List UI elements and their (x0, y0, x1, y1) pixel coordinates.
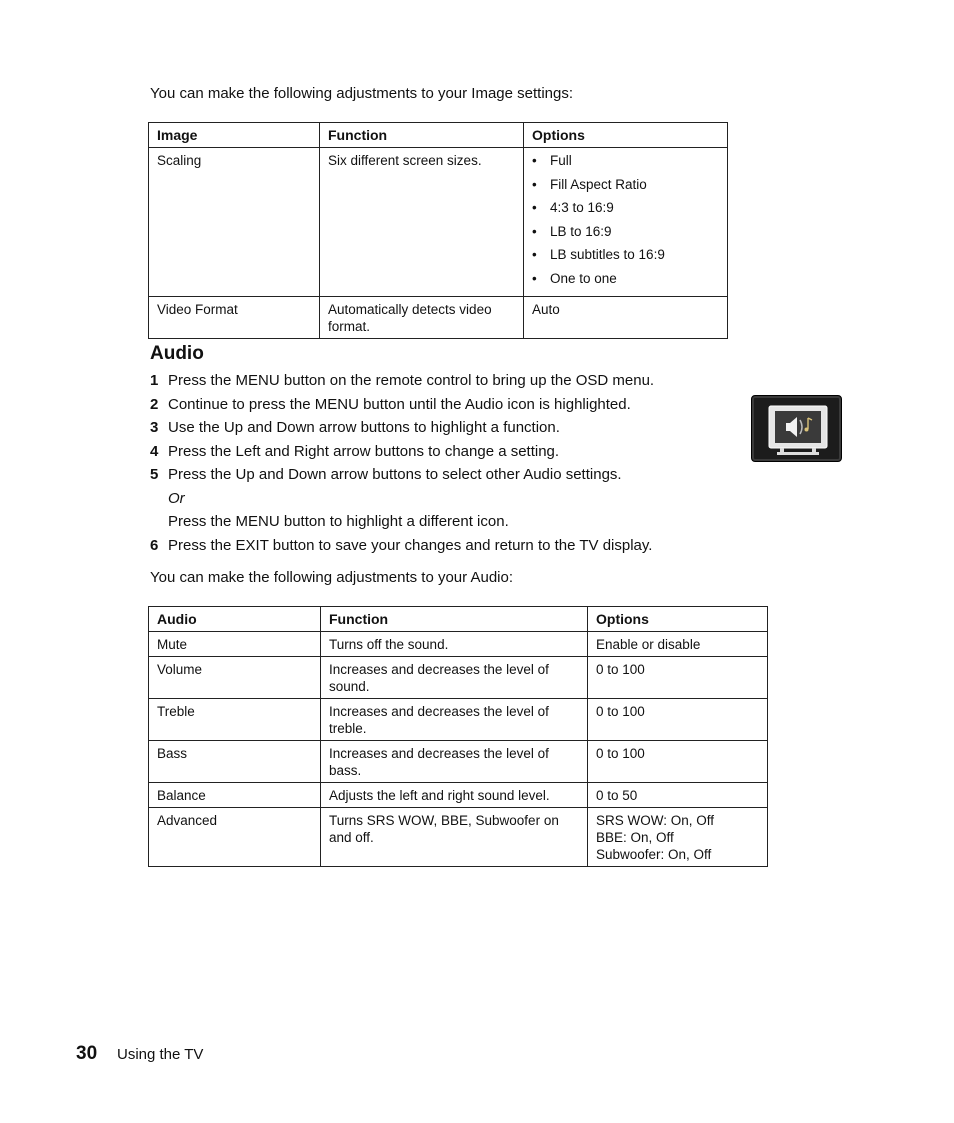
table-row (149, 741, 768, 783)
table-cell: Advanced (149, 808, 321, 867)
table-header: Options (524, 123, 728, 148)
list-item: • Fill Aspect Ratio (532, 176, 719, 200)
list-item: • One to one (532, 270, 719, 294)
table-row (149, 297, 728, 339)
table-row (149, 699, 768, 741)
table-cell: Six different screen sizes. (320, 148, 524, 297)
option-line: Subwoofer: On, Off (596, 847, 712, 862)
table-header: Image (149, 123, 320, 148)
table-cell: Volume (149, 657, 321, 699)
list-item: 3 Use the Up and Down arrow buttons to highlight a function. (150, 419, 560, 436)
table-cell: Increases and decreases the level of treble. (321, 699, 588, 741)
table-cell: 0 to 100 (588, 699, 768, 741)
audio-intro: You can make the following adjustments to your Audio: (150, 569, 514, 586)
image-intro: You can make the following adjustments to your Image settings: (150, 85, 574, 102)
audio-osd-icon (751, 395, 842, 462)
audio-steps (150, 371, 654, 559)
table-cell: 0 to 100 (588, 657, 768, 699)
table-header: Options (588, 607, 768, 632)
table-header: Function (321, 607, 588, 632)
table-cell: Automatically detects video format. (320, 297, 524, 339)
options-list (532, 152, 719, 293)
table-cell: Auto (524, 297, 728, 339)
table-row (149, 657, 768, 699)
option-line: SRS WOW: On, Off (596, 813, 715, 828)
table-cell (588, 808, 768, 867)
table-row (149, 632, 768, 657)
table-header: Function (320, 123, 524, 148)
table-cell: Adjusts the left and right sound level. (321, 783, 588, 808)
table-cell: Treble (149, 699, 321, 741)
image-settings-table (148, 122, 728, 339)
audio-heading: Audio (150, 343, 204, 364)
table-row (149, 783, 768, 808)
page-number: 30 (76, 1043, 98, 1064)
table-cell: 0 to 100 (588, 741, 768, 783)
list-item: 2 Continue to press the MENU button until the Audio icon is highlighted. (150, 395, 631, 413)
table-header: Audio (149, 607, 321, 632)
table-cell: Increases and decreases the level of sound. (321, 657, 588, 699)
table-cell: Increases and decreases the level of bass. (321, 741, 588, 783)
table-row (149, 808, 768, 867)
table-cell: 0 to 50 (588, 783, 768, 808)
table-cell: Scaling (149, 148, 320, 297)
table-cell: Mute (149, 632, 321, 657)
list-item: • LB to 16:9 (532, 223, 719, 247)
audio-settings-table (148, 606, 768, 867)
table-row (149, 148, 728, 297)
list-item: 1 Press the MENU button on the remote control to bring up the OSD menu. (150, 372, 655, 389)
option-line: BBE: On, Off (596, 830, 674, 845)
list-item: • LB subtitles to 16:9 (532, 246, 719, 270)
list-item: 6 Press the EXIT button to save your changes and return to the TV display. (150, 536, 653, 554)
or-label: Or (168, 489, 185, 507)
list-item: • Full (532, 152, 719, 176)
list-item: • 4:3 to 16:9 (532, 199, 719, 223)
table-cell (524, 148, 728, 297)
alt-step: Press the MENU button to highlight a different icon. (168, 513, 509, 530)
table-cell: Video Format (149, 297, 320, 339)
table-cell: Enable or disable (588, 632, 768, 657)
table-cell: Bass (149, 741, 321, 783)
table-cell: Turns SRS WOW, BBE, Subwoofer on and off. (321, 808, 588, 867)
list-item: 5 Press the Up and Down arrow buttons to select other Audio settings. (150, 466, 622, 483)
table-cell: Balance (149, 783, 321, 808)
list-item: 4 Press the Left and Right arrow buttons to change a setting. (150, 442, 560, 460)
footer-section-label: Using the TV (117, 1046, 204, 1063)
table-cell: Turns off the sound. (321, 632, 588, 657)
